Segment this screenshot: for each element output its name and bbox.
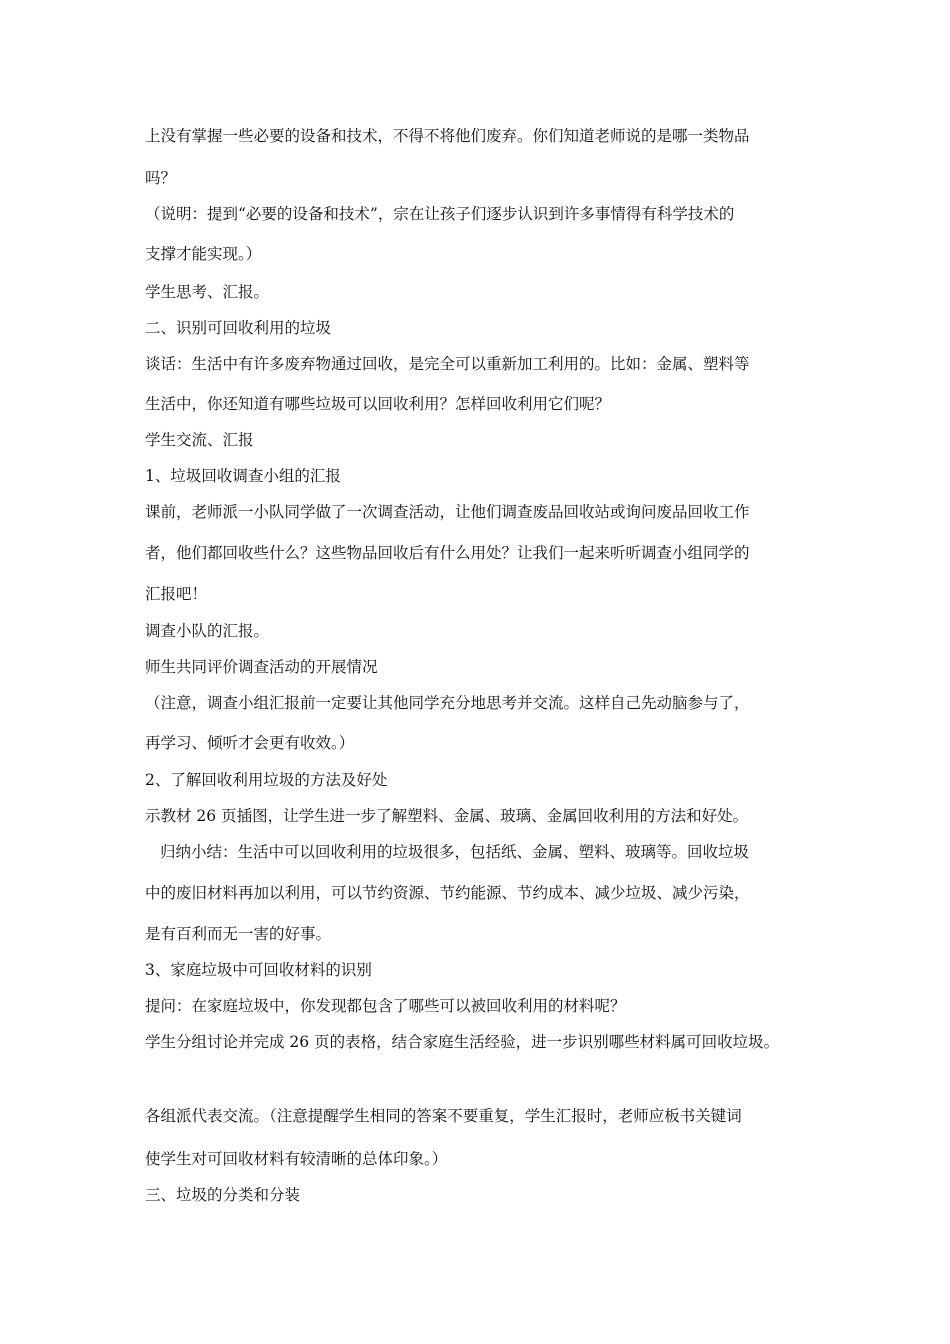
paragraph-line: 支撑才能实现。）	[145, 245, 262, 263]
paragraph-line: 生活中，你还知道有哪些垃圾可以回收利用？怎样回收利用它们呢？	[145, 395, 611, 413]
paragraph-line: 归纳小结：生活中可以回收利用的垃圾很多，包括纸、金属、塑料、玻璃等。回收垃圾	[160, 843, 750, 861]
paragraph-line: （注意，调查小组汇报前一定要让其他同学充分地思考并交流。这样自己先动脑参与了，	[145, 694, 750, 712]
paragraph-line: 学生分组讨论并完成 26 页的表格，结合家庭生活经验，进一步识别哪些材料属可回收垃圾。	[145, 1033, 780, 1051]
paragraph-line: 吗？	[145, 169, 177, 187]
paragraph-line: 课前，老师派一小队同学做了一次调查活动，让他们调查废品回收站或询问废品回收工作	[145, 503, 750, 521]
paragraph-line: 学生交流、汇报	[145, 431, 254, 449]
paragraph-line: 中的废旧材料再加以利用，可以节约资源、节约能源、节约成本、减少垃圾、减少污染，	[145, 884, 750, 902]
paragraph-line: 再学习、倾听才会更有收效。）	[145, 734, 355, 752]
paragraph-line: 上没有掌握一些必要的设备和技术，不得不将他们废弃。你们知道老师说的是哪一类物品	[145, 127, 750, 145]
paragraph-line: 提问：在家庭垃圾中，你发现都包含了哪些可以被回收利用的材料呢？	[145, 997, 626, 1015]
paragraph-line: 示教材 26 页插图，让学生进一步了解塑料、金属、玻璃、金属回收利用的方法和好处。	[145, 807, 749, 825]
paragraph-line: 各组派代表交流。（注意提醒学生相同的答案不要重复，学生汇报时，老师应板书关键词	[145, 1107, 742, 1125]
subsection-heading: 1、垃圾回收调查小组的汇报	[145, 467, 341, 485]
paragraph-line: 是有百利而无一害的好事。	[145, 925, 332, 943]
paragraph-line: 使学生对可回收材料有较清晰的总体印象。）	[145, 1150, 448, 1168]
paragraph-line: 师生共同评价调查活动的开展情况	[145, 658, 378, 676]
paragraph-line: 调查小队的汇报。	[145, 622, 270, 640]
paragraph-line: 汇报吧！	[145, 585, 208, 603]
paragraph-line: 谈话：生活中有许多废弃物通过回收，是完全可以重新加工利用的。比如：金属、塑料等	[145, 355, 750, 373]
subsection-heading: 3、家庭垃圾中可回收材料的识别	[145, 961, 372, 979]
section-heading: 三、垃圾的分类和分装	[145, 1186, 301, 1204]
paragraph-line: （说明：提到“必要的设备和技术”，宗在让孩子们逐步认识到许多事情得有科学技术的	[145, 205, 735, 223]
paragraph-line: 学生思考、汇报。	[145, 283, 270, 301]
subsection-heading: 2、了解回收利用垃圾的方法及好处	[145, 771, 388, 789]
section-heading: 二、识别可回收利用的垃圾	[145, 319, 332, 337]
paragraph-line: 者，他们都回收些什么？这些物品回收后有什么用处？让我们一起来听听调查小组同学的	[145, 544, 750, 562]
